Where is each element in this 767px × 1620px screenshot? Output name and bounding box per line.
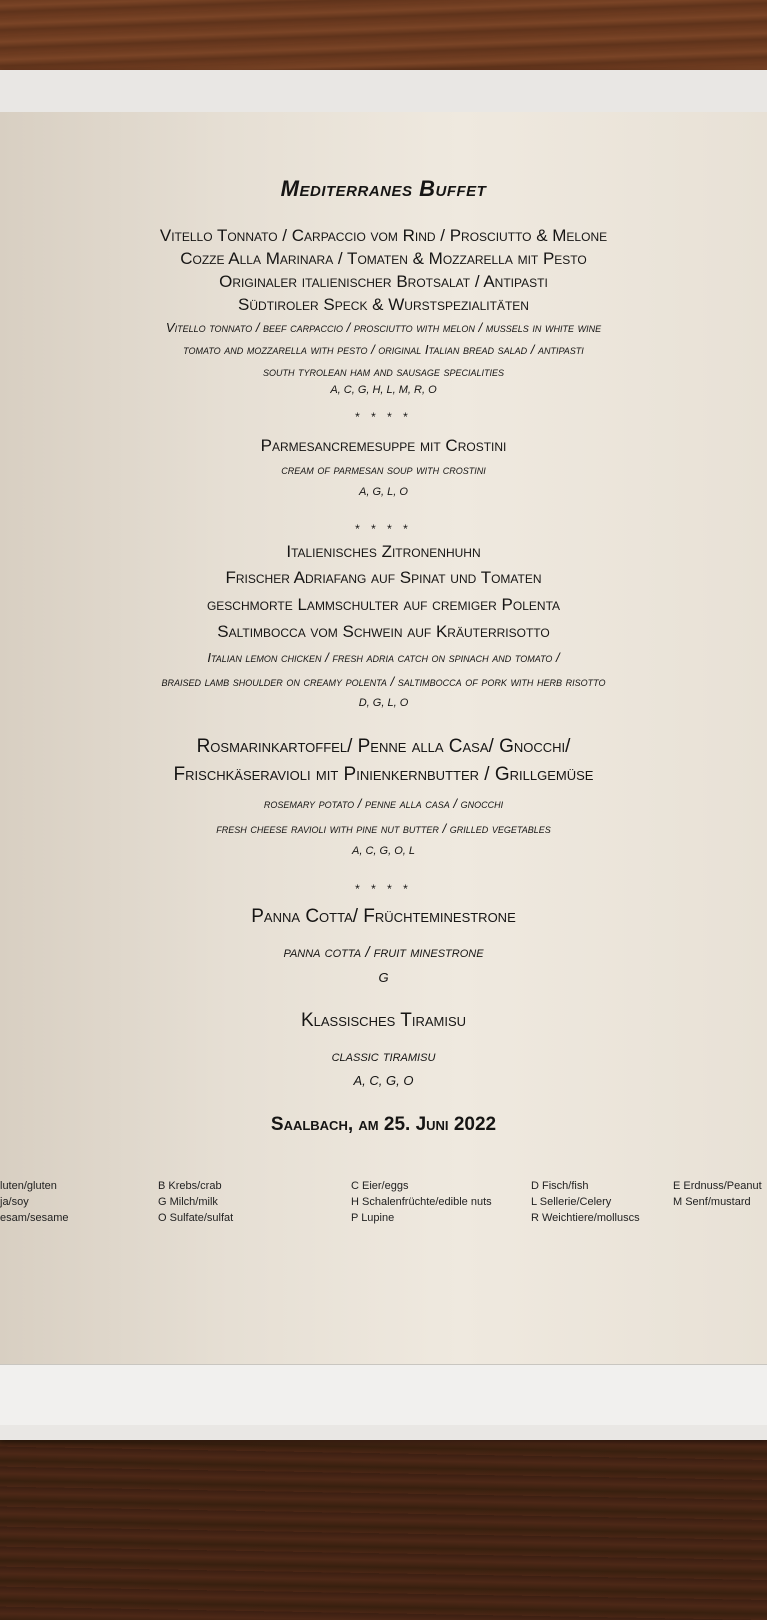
starter-allergens: A, C, G, H, L, M, R, O bbox=[330, 384, 437, 396]
legend-item: R Weichtiere/molluscs bbox=[531, 1212, 640, 1224]
sides-de-line: Frischkäseravioli mit Pinienkernbutter / Grillgemüse bbox=[173, 764, 594, 785]
legend-item: M Senf/mustard bbox=[673, 1196, 751, 1208]
legend-item: C Eier/eggs bbox=[351, 1180, 409, 1192]
legend-item: ja/soy bbox=[0, 1196, 29, 1208]
legend-item: E Erdnuss/Peanut bbox=[673, 1180, 762, 1192]
legend-item: H Schalenfrüchte/edible nuts bbox=[351, 1196, 492, 1208]
paper-edge bbox=[0, 1364, 767, 1425]
sides-allergens: A, C, G, O, L bbox=[352, 845, 415, 857]
dessert1-en: panna cotta / fruit minestrone bbox=[283, 944, 484, 961]
starter-de-line: Cozze Alla Marinara / Tomaten & Mozzarella mit Pesto bbox=[180, 249, 587, 268]
menu-title: Mediterranes Buffet bbox=[280, 176, 487, 201]
starter-de-line: Vitello Tonnato / Carpaccio vom Rind / Prosciutto & Melone bbox=[159, 226, 608, 245]
legend-item: luten/gluten bbox=[0, 1180, 57, 1192]
main-en-line: braised lamb shoulder on creamy polenta / saltimbocca of pork with herb risotto bbox=[161, 674, 606, 689]
main-de-line: Italienisches Zitronenhuhn bbox=[286, 542, 481, 561]
course-separator: * * * * bbox=[355, 522, 412, 536]
legend-item: B Krebs/crab bbox=[158, 1180, 222, 1192]
starter-de-line: Südtiroler Speck & Wurstspezialitäten bbox=[238, 295, 529, 314]
starter-en-line: tomato and mozzarella with pesto / original Italian bread salad / antipasti bbox=[183, 342, 584, 357]
soup-en: cream of parmesan soup with crostini bbox=[281, 462, 486, 477]
legend-item: P Lupine bbox=[351, 1212, 395, 1224]
soup-de: Parmesancremesuppe mit Crostini bbox=[260, 436, 507, 455]
dessert2-de: Klassisches Tiramisu bbox=[300, 1010, 467, 1031]
sides-en-line: fresh cheese ravioli with pine nut butter / grilled vegetables bbox=[216, 821, 551, 836]
legend-item: esam/sesame bbox=[0, 1212, 69, 1224]
legend-item: O Sulfate/sulfat bbox=[158, 1212, 234, 1224]
dessert1-de: Panna Cotta/ Früchteminestrone bbox=[251, 906, 516, 927]
main-en-line: Italian lemon chicken / fresh adria catch on spinach and tomato / bbox=[207, 650, 560, 665]
main-de-line: geschmorte Lammschulter auf cremiger Polenta bbox=[206, 595, 561, 614]
main-allergens: D, G, L, O bbox=[358, 697, 409, 709]
starter-en-line: south tyrolean ham and sausage specialities bbox=[262, 364, 505, 379]
soup-allergens: A, G, L, O bbox=[359, 486, 408, 498]
sides-de-line: Rosmarinkartoffel/ Penne alla Casa/ Gnocchi/ bbox=[196, 736, 571, 757]
dessert2-en: classic tiramisu bbox=[331, 1048, 436, 1065]
starter-en-line: Vitello tonnato / beef carpaccio / prosciutto with melon / mussels in white wine bbox=[165, 320, 602, 335]
menu-date: Saalbach, am 25. Juni 2022 bbox=[270, 1114, 497, 1135]
wooden-table-bottom bbox=[0, 1420, 767, 1620]
starter-de-line: Originaler italienischer Brotsalat / Antipasti bbox=[219, 272, 548, 291]
course-separator: * * * * bbox=[355, 882, 412, 896]
sides-en-line: rosemary potato / penne alla casa / gnocchi bbox=[263, 796, 504, 811]
legend-item: G Milch/milk bbox=[158, 1196, 218, 1208]
dessert2-allergens: A, C, G, O bbox=[353, 1073, 414, 1088]
course-separator: * * * * bbox=[355, 410, 412, 424]
legend-item: D Fisch/fish bbox=[531, 1180, 589, 1192]
main-de-line: Saltimbocca vom Schwein auf Kräuterrisotto bbox=[217, 622, 550, 641]
dessert1-allergens: G bbox=[378, 970, 389, 985]
legend-item: L Sellerie/Celery bbox=[531, 1196, 612, 1208]
main-de-line: Frischer Adriafang auf Spinat und Tomaten bbox=[225, 568, 542, 587]
wooden-table-top bbox=[0, 0, 767, 80]
